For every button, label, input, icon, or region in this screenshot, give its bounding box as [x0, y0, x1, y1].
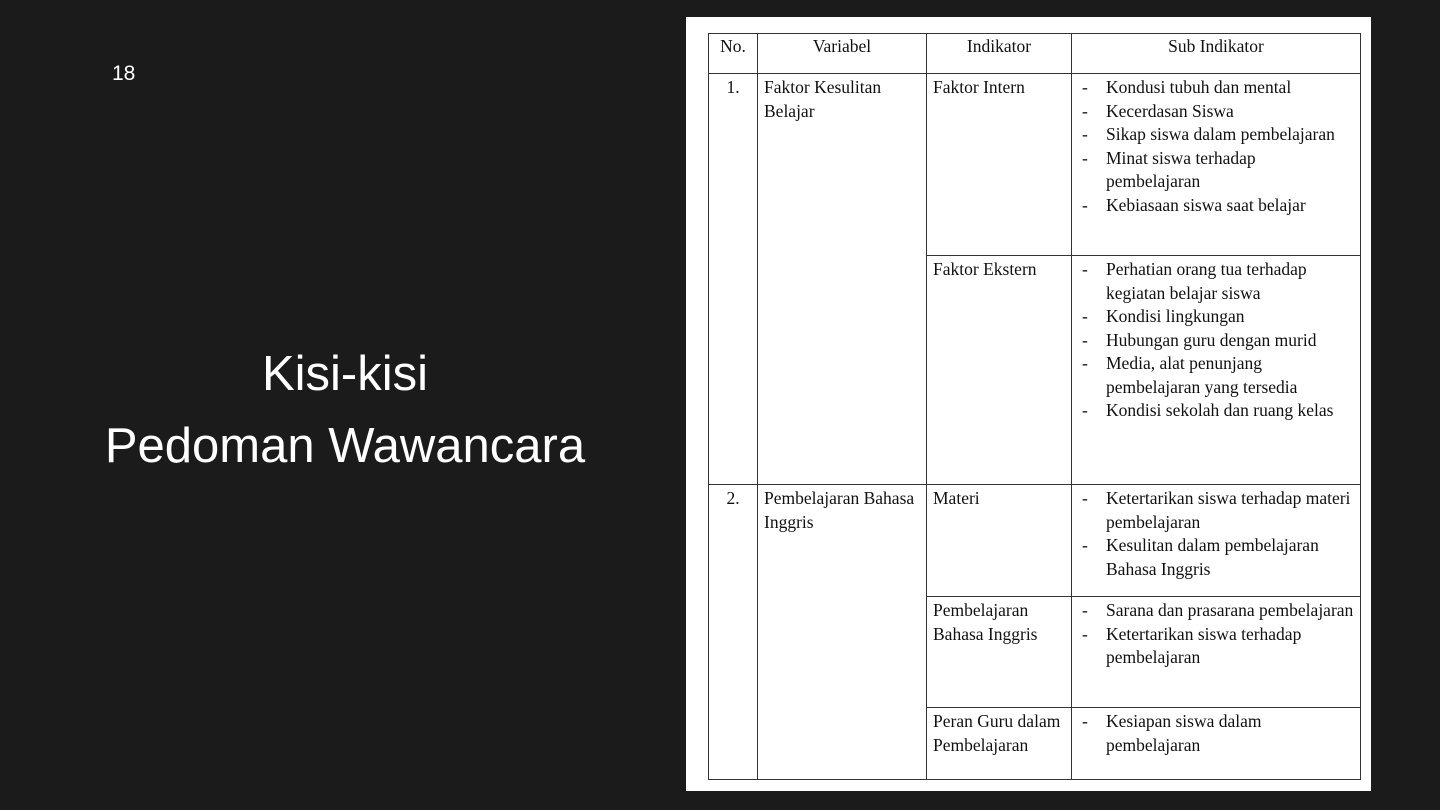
slide-title-line-2: Pedoman Wawancara: [104, 419, 586, 473]
slide-number: 18: [112, 62, 136, 85]
sub-indikator-list: [1078, 76, 1354, 217]
slide-title: [40, 338, 650, 482]
row-no: 1.: [709, 74, 758, 485]
sub-indikator-list: [1078, 599, 1354, 670]
row-indikator: Materi: [927, 485, 1072, 597]
sub-indikator-item: - Kondisi lingkungan: [1078, 305, 1354, 329]
row-indikator: Peran Guru dalam Pembelajaran: [927, 708, 1072, 780]
header-indikator: Indikator: [927, 34, 1072, 74]
sub-indikator-item: - Kebiasaan siswa saat belajar: [1078, 194, 1354, 218]
sub-indikator-item: - Kesiapan siswa dalam pembelajaran: [1078, 710, 1354, 757]
kisi-kisi-table-image: [686, 17, 1371, 791]
row-no: 2.: [709, 485, 758, 780]
header-variabel: Variabel: [758, 34, 927, 74]
row-sub-indikator: [1072, 597, 1361, 708]
row-sub-indikator: [1072, 708, 1361, 780]
kisi-kisi-table: [708, 33, 1361, 780]
header-no: No.: [709, 34, 758, 74]
row-sub-indikator: [1072, 74, 1361, 256]
sub-indikator-item: - Sarana dan prasarana pembelajaran: [1078, 599, 1354, 623]
sub-indikator-item: - Kondusi tubuh dan mental: [1078, 76, 1354, 100]
sub-indikator-list: [1078, 710, 1354, 757]
row-indikator: Faktor Intern: [927, 74, 1072, 256]
sub-indikator-item: - Kecerdasan Siswa: [1078, 100, 1354, 124]
slide-title-line-1: Kisi-kisi: [261, 347, 429, 401]
sub-indikator-item: - Media, alat penunjang pembelajaran yang tersedia: [1078, 352, 1354, 399]
sub-indikator-list: [1078, 258, 1354, 423]
sub-indikator-item: - Ketertarikan siswa terhadap materi pembelajaran: [1078, 487, 1354, 534]
sub-indikator-item: - Ketertarikan siswa terhadap pembelajaran: [1078, 623, 1354, 670]
table-row: [709, 485, 1361, 597]
row-indikator: Faktor Ekstern: [927, 256, 1072, 485]
header-sub-indikator: Sub Indikator: [1072, 34, 1361, 74]
row-indikator: Pembelajaran Bahasa Inggris: [927, 597, 1072, 708]
sub-indikator-item: - Sikap siswa dalam pembelajaran: [1078, 123, 1354, 147]
row-sub-indikator: [1072, 485, 1361, 597]
table-row: [709, 74, 1361, 256]
table-header-row: [709, 34, 1361, 74]
row-variabel: Pembelajaran Bahasa Inggris: [758, 485, 927, 780]
sub-indikator-item: - Minat siswa terhadap pembelajaran: [1078, 147, 1354, 194]
row-sub-indikator: [1072, 256, 1361, 485]
sub-indikator-item: - Perhatian orang tua terhadap kegiatan belajar siswa: [1078, 258, 1354, 305]
sub-indikator-item: - Hubungan guru dengan murid: [1078, 329, 1354, 353]
sub-indikator-list: [1078, 487, 1354, 581]
sub-indikator-item: - Kesulitan dalam pembelajaran Bahasa Inggris: [1078, 534, 1354, 581]
row-variabel: Faktor Kesulitan Belajar: [758, 74, 927, 485]
sub-indikator-item: - Kondisi sekolah dan ruang kelas: [1078, 399, 1354, 423]
